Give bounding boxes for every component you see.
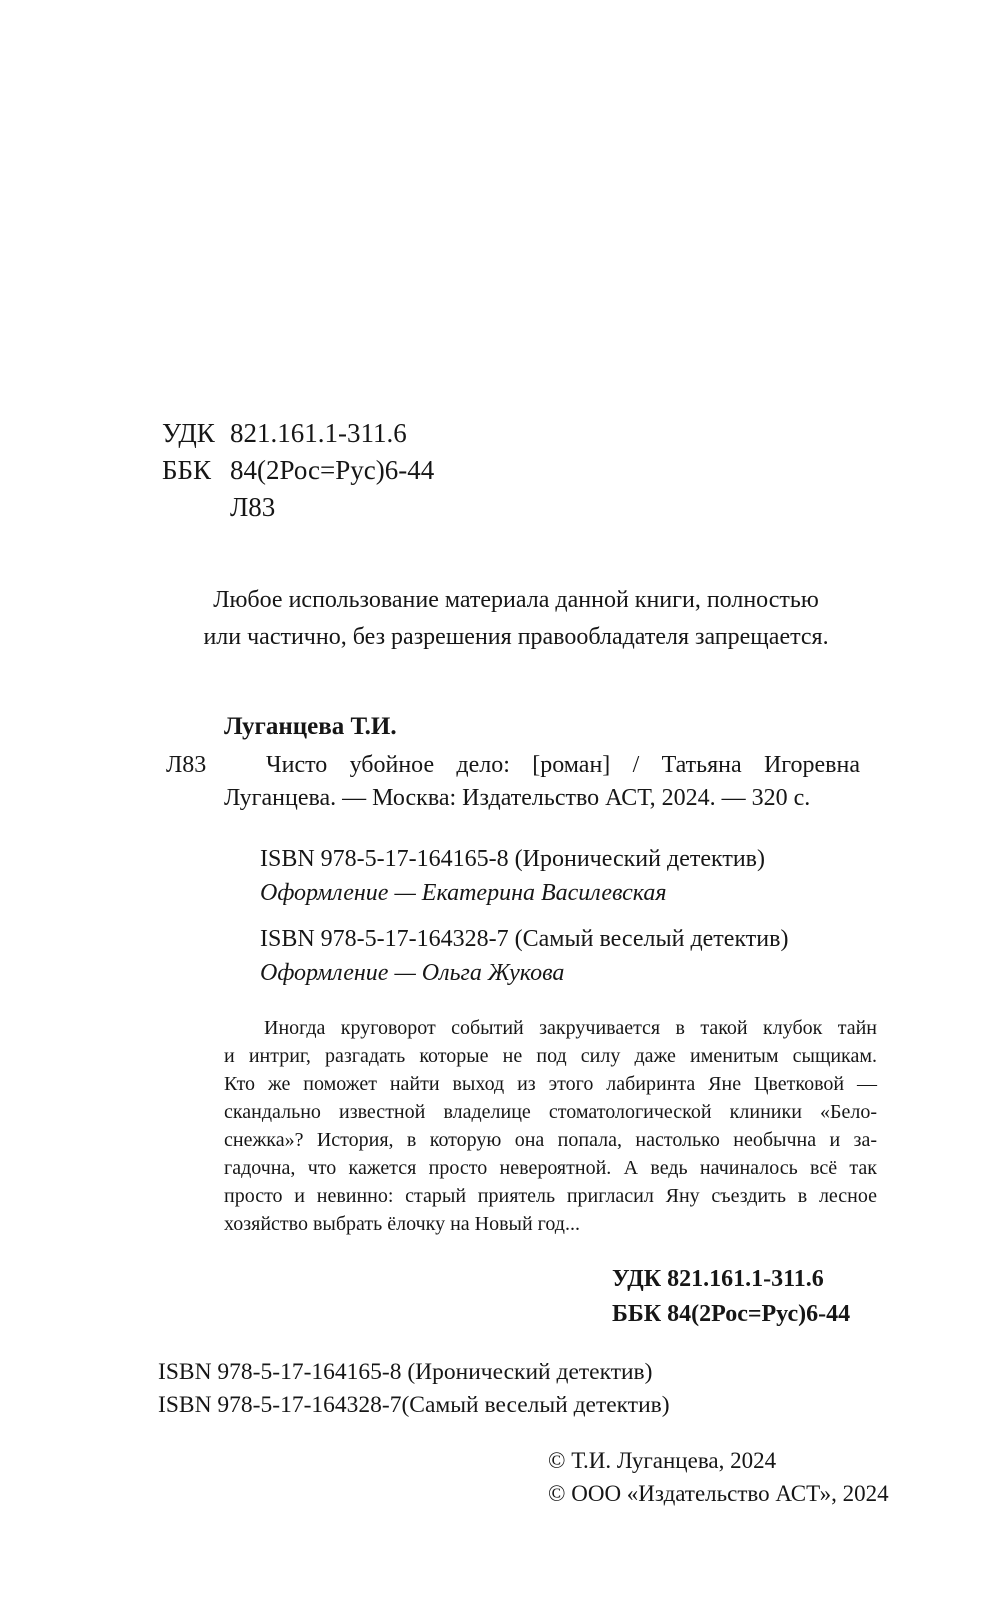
isbn-line: ISBN 978-5-17-164165-8 (Иронический детектив)	[158, 1359, 653, 1385]
annotation-line: Иногда круговорот событий закручивается в такой клубок тайн	[264, 1017, 877, 1039]
catalog-author-sign: Л83	[166, 752, 207, 778]
udk-label: УДК	[162, 418, 215, 448]
rights-notice	[155, 582, 877, 656]
rights-notice-line: Любое использование материала данной книги, полностью	[213, 587, 819, 613]
annotation-line: и интриг, разгадать которые не под силу даже именитым сыщикам.	[224, 1045, 877, 1067]
isbn-line: ISBN 978-5-17-164328-7(Самый веселый детектив)	[158, 1392, 670, 1418]
bottom-udk: УДК 821.161.1-311.6	[612, 1266, 824, 1292]
annotation-line: гадочна, что кажется просто невероятной. А ведь начиналось всё так	[224, 1157, 877, 1179]
udk-row	[162, 415, 434, 452]
annotation-line: скандально известной владелице стоматологической клиники «Бело-	[224, 1101, 877, 1123]
annotation-line: хозяйство выбрать ёлочку на Новый год...	[224, 1213, 580, 1235]
bottom-bbk: ББК 84(2Рос=Рус)6-44	[612, 1301, 851, 1327]
annotation-line: просто и невинно: старый приятель пригласил Яну съездить в лесное	[224, 1185, 877, 1207]
bbk-value: 84(2Рос=Рус)6-44	[230, 455, 435, 485]
catalog-entry-line: Луганцева. — Москва: Издательство АСТ, 2024. — 320 с.	[224, 785, 811, 811]
annotation	[224, 1014, 877, 1238]
design-credit: Оформление — Ольга Жукова	[260, 960, 565, 986]
copyright-block	[548, 1444, 889, 1510]
edition-block	[260, 922, 788, 990]
isbn-line: ISBN 978-5-17-164328-7 (Самый веселый детектив)	[260, 926, 789, 952]
design-credit: Оформление — Екатерина Василевская	[260, 880, 667, 906]
catalog-entry-line: Чисто убойное дело: [роман] / Татьяна Игоревна	[266, 752, 860, 778]
bottom-classification-codes	[612, 1262, 850, 1332]
author-sign: Л83	[230, 492, 276, 522]
bbk-row	[162, 452, 434, 489]
rights-notice-line: или частично, без разрешения правообладателя запрещается.	[203, 624, 829, 650]
annotation-line: Кто же поможет найти выход из этого лабиринта Яне Цветковой —	[224, 1073, 877, 1095]
author-sign-row	[162, 489, 434, 526]
isbn-line: ISBN 978-5-17-164165-8 (Иронический детектив)	[260, 846, 765, 872]
copyright-line: © Т.И. Луганцева, 2024	[548, 1448, 777, 1473]
isbn-list	[158, 1356, 670, 1422]
author-heading: Луганцева Т.И.	[224, 713, 397, 740]
annotation-line: снежка»? История, в которую она попала, настолько необычна и за-	[224, 1129, 877, 1151]
edition-block	[260, 842, 765, 910]
udk-value: 821.161.1-311.6	[230, 418, 407, 448]
classification-codes	[162, 415, 434, 526]
bbk-label: ББК	[162, 455, 212, 485]
copyright-line: © ООО «Издательство АСТ», 2024	[548, 1481, 889, 1506]
